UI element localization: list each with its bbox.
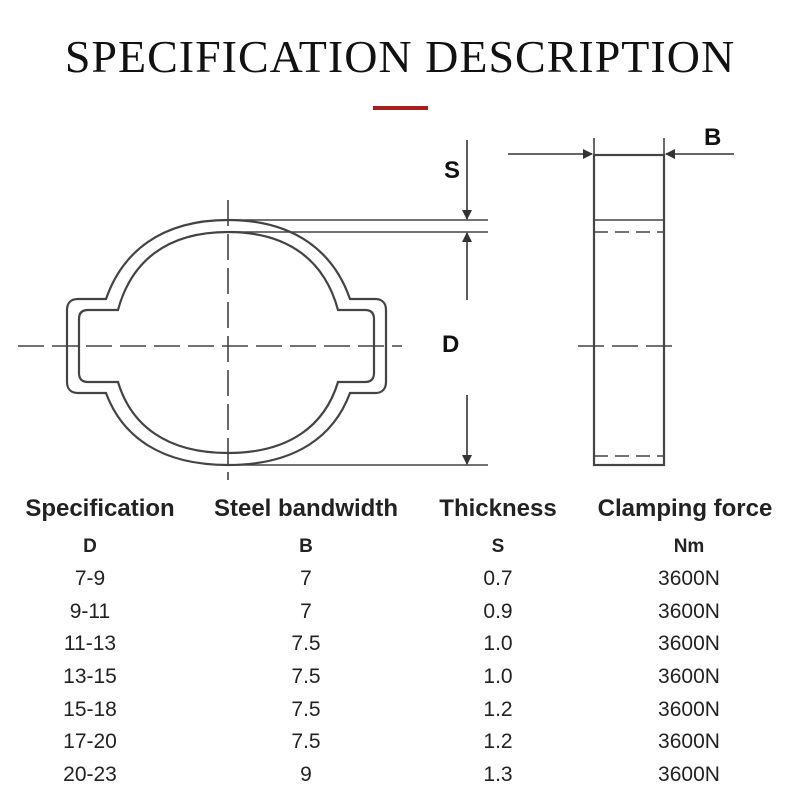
table-row [0,730,800,760]
page-title: SPECIFICATION DESCRIPTION [64,31,736,82]
cell-thickness: 1.0 [483,665,513,688]
cell-bandwidth: 7.5 [291,665,321,688]
cell-spec: 15-18 [63,698,117,721]
cell-bandwidth: 7 [300,600,312,623]
clamp-front-view [67,220,386,465]
cell-force: 3600N [658,600,720,623]
cell-spec: 11-13 [63,632,117,655]
table-row [0,763,800,793]
cell-bandwidth: 7 [300,567,312,590]
cell-spec: 7-9 [74,567,106,590]
cell-force: 3600N [658,763,720,786]
unit-nm: Nm [673,536,705,557]
label-s: S [444,157,461,184]
clamp-outer-outline [67,220,386,465]
cell-bandwidth: 7.5 [291,730,321,753]
side-view-outline [594,155,664,465]
cell-force: 3600N [658,730,720,753]
table-row [0,567,800,597]
cell-thickness: 0.7 [483,567,513,590]
cell-thickness: 1.2 [483,698,513,721]
cell-thickness: 1.3 [483,763,513,786]
table-header-row [0,495,800,525]
clamp-side-view [594,155,664,465]
label-b: B [704,124,722,151]
unit-b: B [299,536,313,557]
cell-force: 3600N [658,665,720,688]
cell-bandwidth: 9 [300,763,312,786]
cell-bandwidth: 7.5 [291,632,321,655]
header-clamping-force: Clamping force [597,495,773,522]
header-thickness: Thickness [439,495,557,522]
table-row [0,600,800,630]
cell-force: 3600N [658,567,720,590]
cell-spec: 13-15 [63,665,117,688]
header-specification: Specification [25,495,175,522]
centre-lines-front [18,200,402,480]
table-row [0,665,800,695]
cell-thickness: 1.0 [483,632,513,655]
unit-s: S [491,536,505,557]
table-row [0,698,800,728]
label-d: D [442,331,460,358]
table-unit-row [0,536,800,566]
cell-spec: 17-20 [63,730,117,753]
table-row [0,632,800,662]
cell-spec: 9-11 [69,600,111,623]
cell-spec: 20-23 [63,763,117,786]
cell-force: 3600N [658,632,720,655]
side-view-extension [594,138,664,155]
cell-thickness: 1.2 [483,730,513,753]
cell-bandwidth: 7.5 [291,698,321,721]
cell-thickness: 0.9 [483,600,513,623]
cell-force: 3600N [658,698,720,721]
header-steel-bandwidth: Steel bandwidth [213,495,398,522]
unit-d: D [83,536,97,557]
